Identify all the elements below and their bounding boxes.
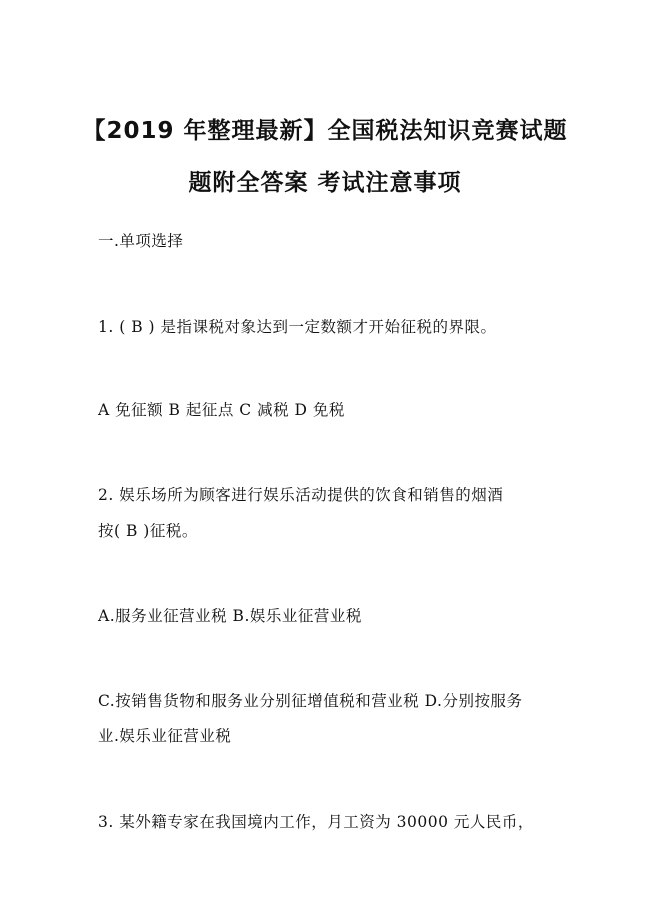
question-2-options-line-2: C.按销售货物和服务业分别征增值税和营业税 D.分别按服务 [98,692,523,710]
question-2-stem-line-2: 按( B )征税。 [98,522,198,540]
question-2-options-line-3: 业.娱乐业征营业税 [98,727,232,745]
question-1-options: A 免征额 B 起征点 C 减税 D 免税 [98,401,345,419]
question-3-stem-line-1: 3. 某外籍专家在我国境内工作，月工资为 30000 元人民币， [98,813,534,831]
document-title-line-2: 题附全答案 考试注意事项 [188,170,462,196]
question-2-stem-line-1: 2. 娱乐场所为顾客进行娱乐活动提供的饮食和销售的烟酒 [98,486,504,504]
question-2-options-line-1: A.服务业征营业税 B.娱乐业征营业税 [98,607,362,625]
question-1-stem: 1. ( B ) 是指课税对象达到一定数额才开始征税的界限。 [98,318,497,336]
document-title-line-1: 【2019 年整理最新】全国税法知识竞赛试题 [82,118,568,144]
section-heading: 一.单项选择 [98,232,184,250]
